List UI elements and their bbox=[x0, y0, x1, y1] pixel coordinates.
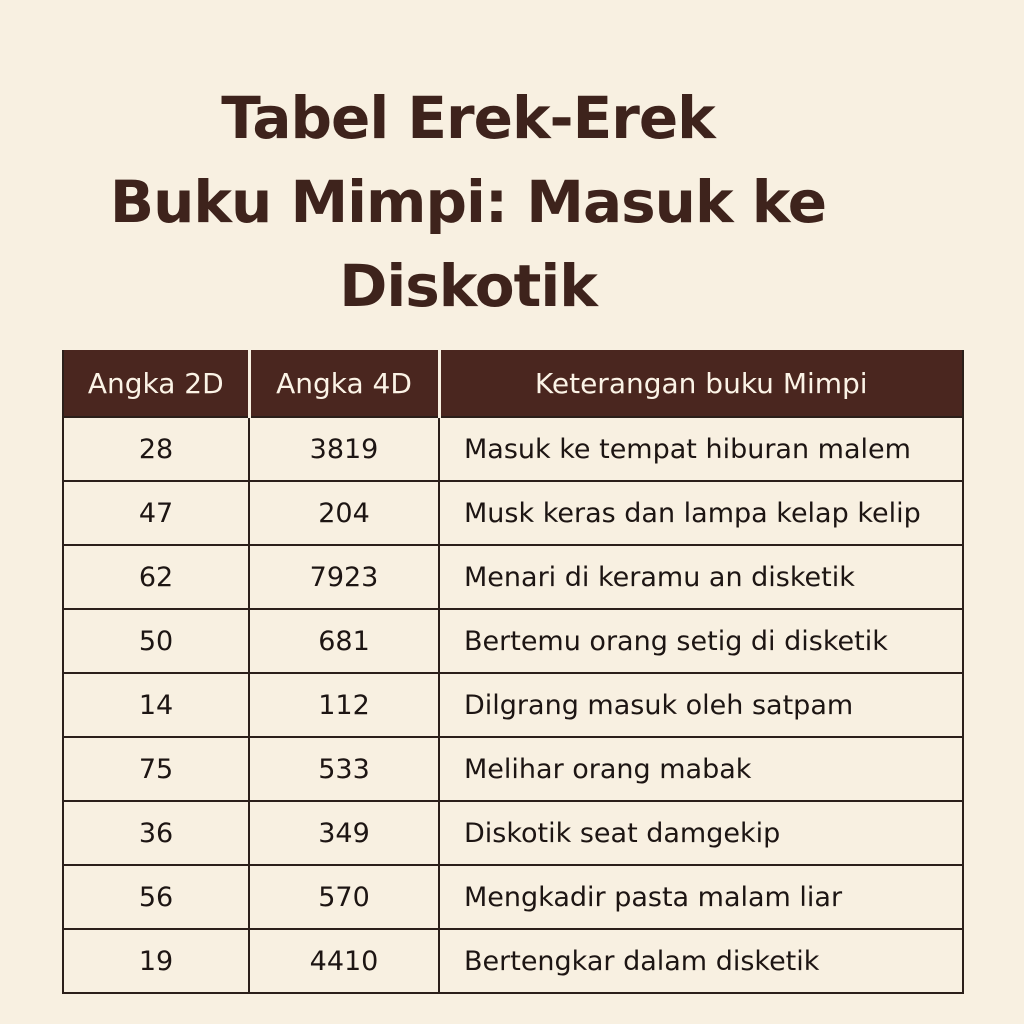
table-row bbox=[63, 929, 963, 993]
table-row bbox=[63, 801, 963, 865]
cell-2d: 28 bbox=[63, 417, 249, 481]
table-row bbox=[63, 737, 963, 801]
column-header-2d: Angka 2D bbox=[63, 350, 249, 417]
cell-description: Mengkadir pasta malam liar bbox=[439, 865, 963, 929]
table-row bbox=[63, 481, 963, 545]
cell-description: Melihar orang mabak bbox=[439, 737, 963, 801]
column-header-4d: Angka 4D bbox=[249, 350, 439, 417]
table-body bbox=[63, 417, 963, 993]
title-line-3: Diskotik bbox=[339, 252, 597, 320]
cell-4d: 4410 bbox=[249, 929, 439, 993]
cell-2d: 50 bbox=[63, 609, 249, 673]
table-header bbox=[63, 350, 963, 417]
cell-2d: 14 bbox=[63, 673, 249, 737]
cell-2d: 36 bbox=[63, 801, 249, 865]
table-row bbox=[63, 865, 963, 929]
table-row bbox=[63, 417, 963, 481]
title-line-2: Buku Mimpi: Masuk ke bbox=[109, 168, 827, 236]
cell-4d: 570 bbox=[249, 865, 439, 929]
cell-description: Bertemu orang setig di disketik bbox=[439, 609, 963, 673]
cell-2d: 62 bbox=[63, 545, 249, 609]
cell-4d: 204 bbox=[249, 481, 439, 545]
cell-4d: 7923 bbox=[249, 545, 439, 609]
page-title bbox=[0, 76, 936, 328]
cell-description: Diskotik seat damgekip bbox=[439, 801, 963, 865]
cell-2d: 47 bbox=[63, 481, 249, 545]
cell-description: Musk keras dan lampa kelap kelip bbox=[439, 481, 963, 545]
cell-4d: 349 bbox=[249, 801, 439, 865]
title-line-1: Tabel Erek-Erek bbox=[221, 84, 715, 152]
cell-4d: 3819 bbox=[249, 417, 439, 481]
cell-description: Menari di keramu an disketik bbox=[439, 545, 963, 609]
cell-2d: 75 bbox=[63, 737, 249, 801]
cell-2d: 56 bbox=[63, 865, 249, 929]
header-row bbox=[63, 350, 963, 417]
cell-description: Dilgrang masuk oleh satpam bbox=[439, 673, 963, 737]
table-row bbox=[63, 609, 963, 673]
dream-number-table bbox=[62, 350, 964, 994]
cell-4d: 533 bbox=[249, 737, 439, 801]
cell-4d: 681 bbox=[249, 609, 439, 673]
cell-description: Bertengkar dalam disketik bbox=[439, 929, 963, 993]
cell-2d: 19 bbox=[63, 929, 249, 993]
cell-4d: 112 bbox=[249, 673, 439, 737]
table-row bbox=[63, 673, 963, 737]
column-header-description: Keterangan buku Mimpi bbox=[439, 350, 963, 417]
table-row bbox=[63, 545, 963, 609]
cell-description: Masuk ke tempat hiburan malem bbox=[439, 417, 963, 481]
